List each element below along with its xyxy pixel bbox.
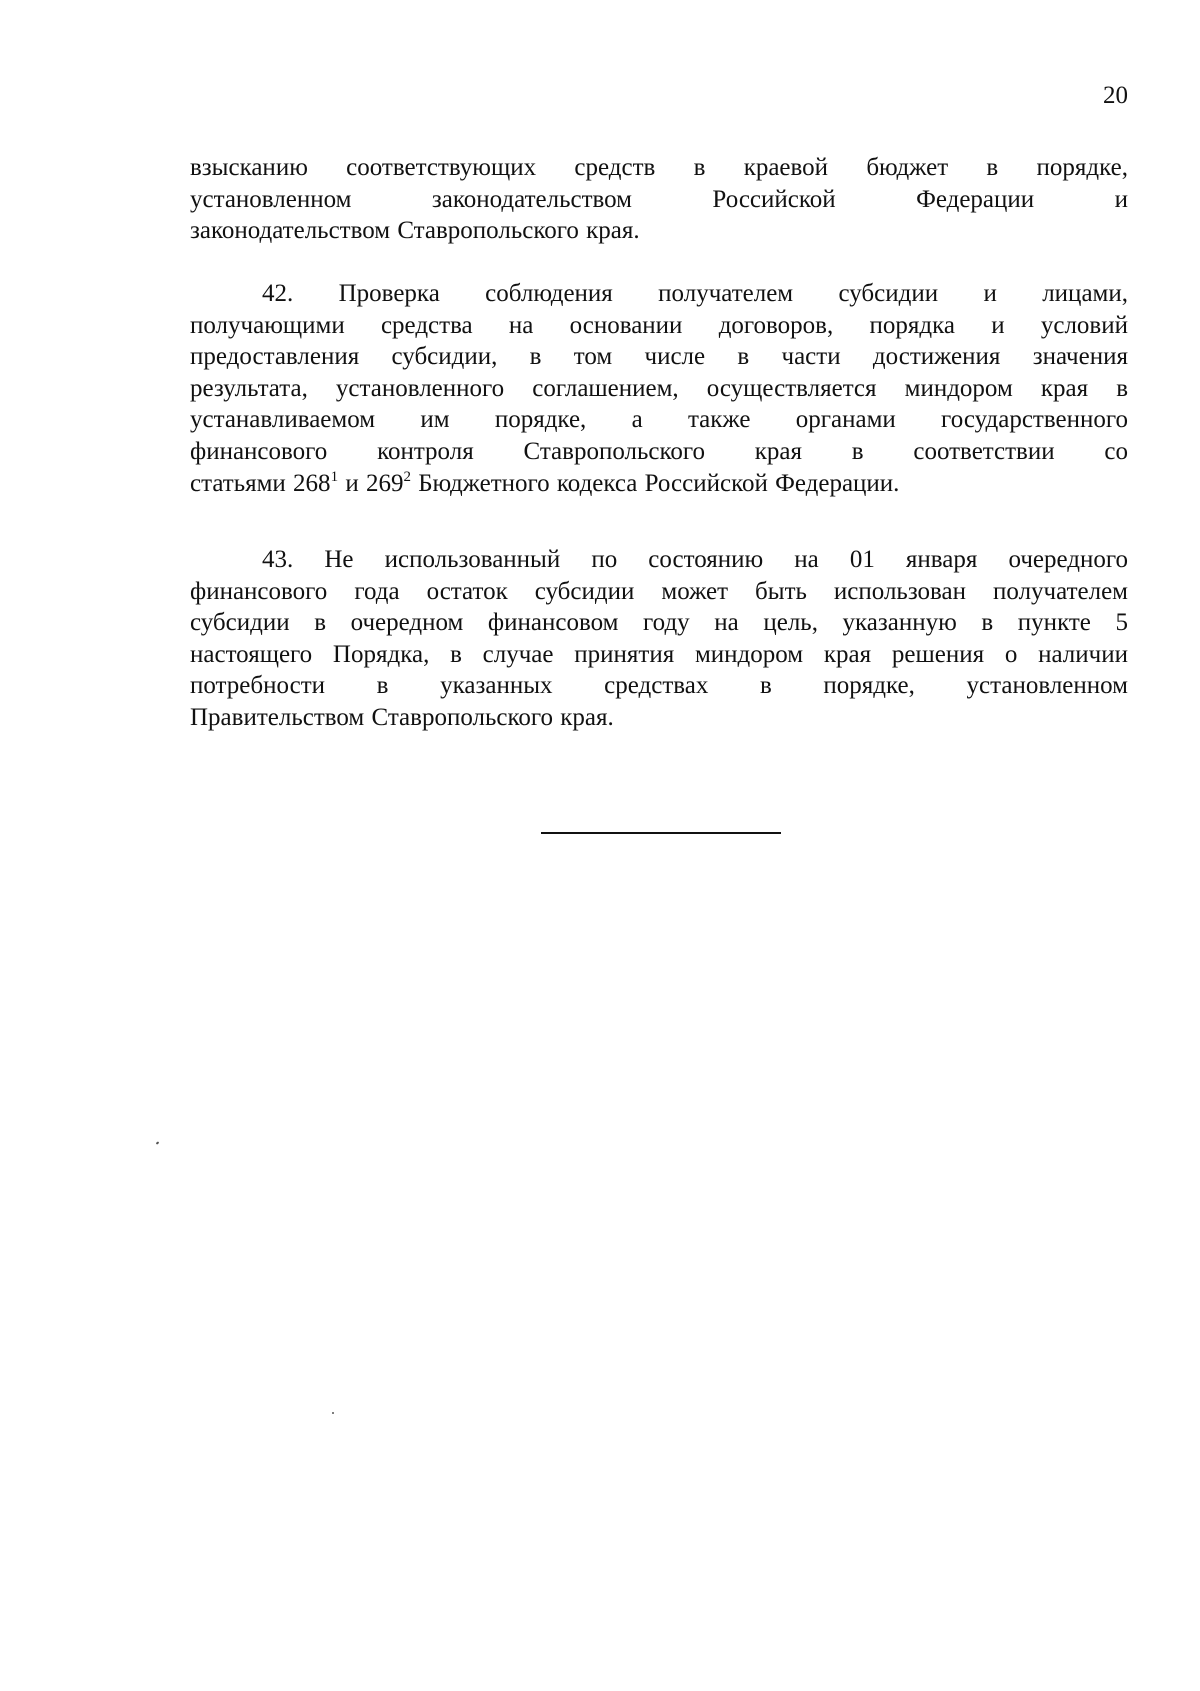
page-number: 20 [1103,82,1128,109]
superscript: 2 [403,468,411,485]
text-line: финансового контроля Ставропольского края в соответствии со [190,437,1128,465]
text-fragment: Бюджетного кодекса Российской Федерации. [410,469,900,497]
text-line: взысканию соответствующих средств в краевой бюджет в порядке, [190,154,1128,181]
text-line: 43. Не использованный по состоянию на 01 января очередного [262,546,1128,573]
text-line: получающими средства на основании договоров, порядка и условий [190,311,1128,339]
text-line: субсидии в очередном финансовом году на цель, указанную в пункте 5 [190,609,1128,637]
scan-speck [156,1141,160,1144]
closing-rule [541,832,781,834]
paragraph-42 [190,278,1128,499]
paragraph-continuation [190,152,1128,247]
scan-speck [332,1412,334,1414]
text-line: настоящего Порядка, в случае принятия миндором края решения о наличии [190,640,1128,668]
text-line-with-superscripts [190,468,1128,500]
text-line: Правительством Ставропольского края. [190,703,614,731]
text-line: финансового года остаток субсидии может быть использован получателем [190,577,1128,605]
superscript: 1 [330,468,339,485]
text-fragment: статьями 268 [190,469,331,497]
paragraph-43 [190,544,1128,734]
text-line: результата, установленного соглашением, осуществляется миндором края в [190,374,1128,402]
text-line: устанавливаемом им порядке, а также органами государственного [190,406,1128,434]
text-line: 42. Проверка соблюдения получателем субсидии и лицами, [262,280,1128,307]
text-line: установленном законодательством Российской Федерации и [190,185,1128,213]
text-line: потребности в указанных средствах в порядке, установленном [190,672,1128,700]
text-line: законодательством Ставропольского края. [190,217,640,245]
text-fragment: и 269 [338,469,404,497]
text-line: предоставления субсидии, в том числе в части достижения значения [190,343,1128,371]
